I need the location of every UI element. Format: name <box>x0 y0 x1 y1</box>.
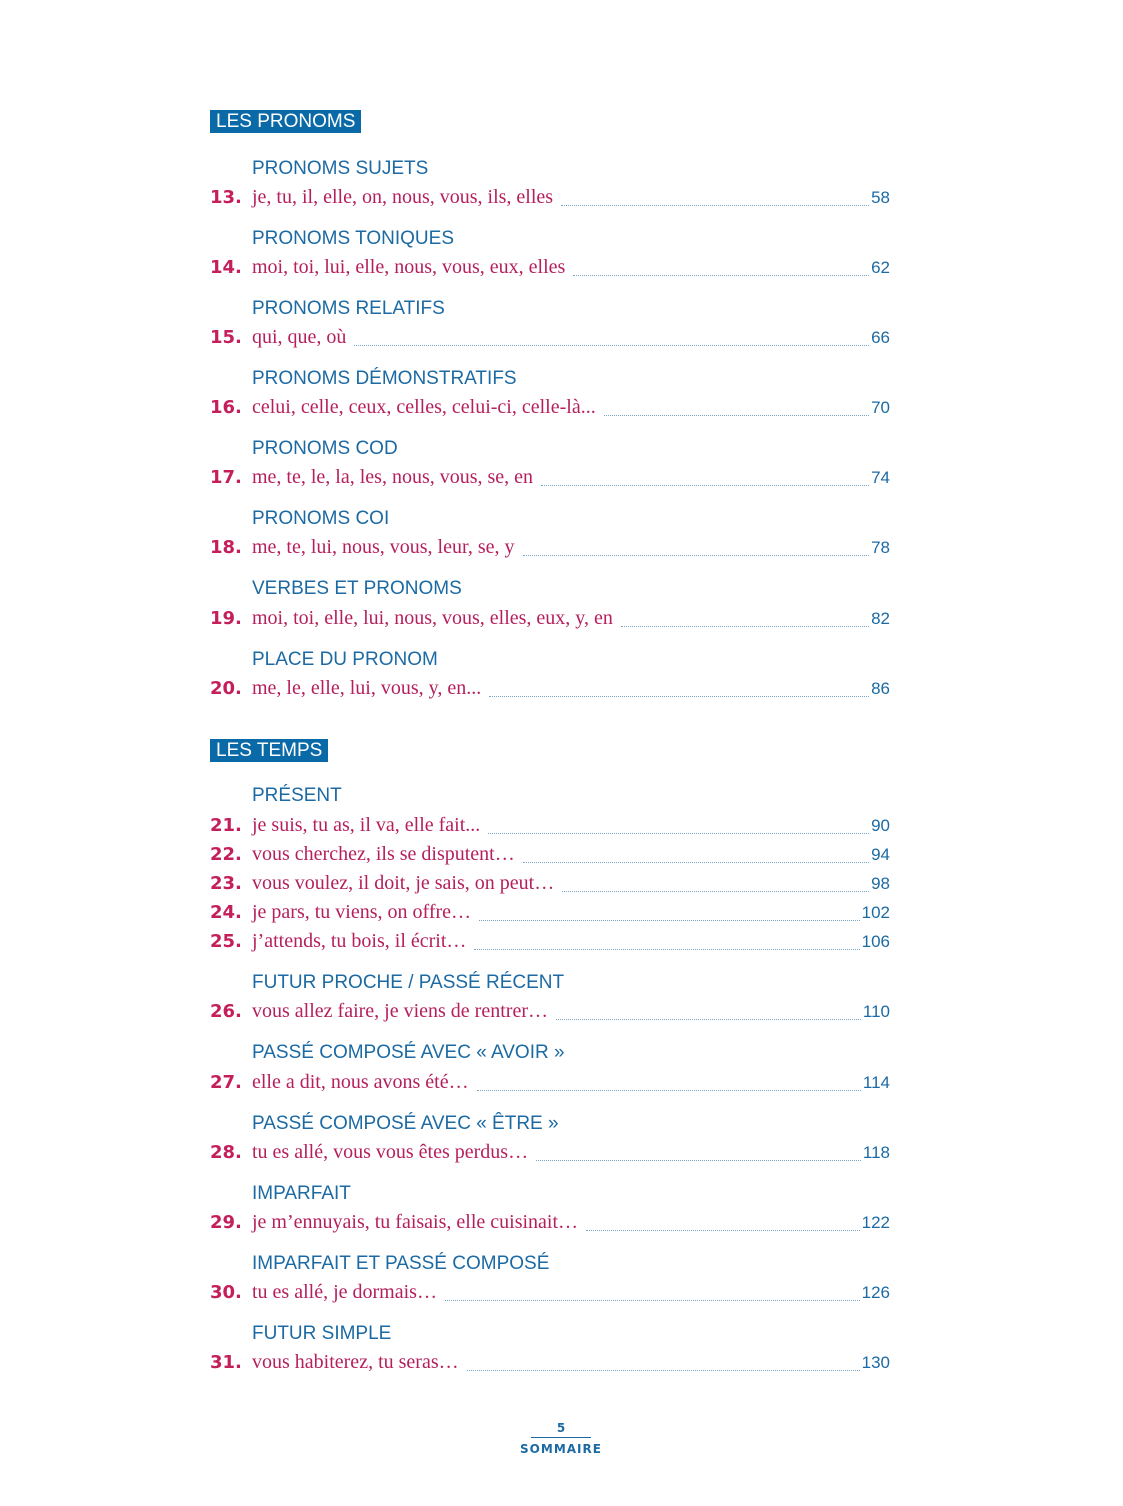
subhead: PLACE DU PRONOM <box>252 649 438 670</box>
subhead: PRÉSENT <box>252 785 342 806</box>
entry-page: 62 <box>871 258 890 277</box>
dot-leader <box>536 1159 861 1161</box>
entry-page: 106 <box>861 932 890 951</box>
toc-entry[interactable] <box>210 1211 890 1235</box>
dot-leader <box>604 414 869 416</box>
entry-page: 118 <box>862 1143 890 1162</box>
entry-number: 21. <box>210 815 242 836</box>
entry-number: 16. <box>210 397 242 418</box>
entry-title: vous allez faire, je viens de rentrer… <box>252 1000 548 1022</box>
entry-number: 13. <box>210 187 242 208</box>
page-number: 5 <box>556 1421 566 1435</box>
entry-title: moi, toi, elle, lui, nous, vous, elles, eux, y, en <box>252 607 613 629</box>
entry-page: 82 <box>871 609 890 628</box>
entry-number: 17. <box>210 467 242 488</box>
subhead: IMPARFAIT <box>252 1183 351 1204</box>
toc-entry[interactable] <box>210 1351 890 1375</box>
page-footer <box>520 1420 602 1456</box>
section-header-les-pronoms: LES PRONOMS <box>210 110 361 133</box>
subhead: PRONOMS DÉMONSTRATIFS <box>252 368 517 389</box>
subhead: PRONOMS COD <box>252 438 398 459</box>
entry-number: 29. <box>210 1212 242 1233</box>
entry-title: je pars, tu viens, on offre… <box>252 901 472 923</box>
subhead: PRONOMS COI <box>252 508 390 529</box>
subhead: PASSÉ COMPOSÉ AVEC « AVOIR » <box>252 1042 565 1063</box>
entry-number: 23. <box>210 873 242 894</box>
entry-title: je suis, tu as, il va, elle fait... <box>252 814 481 836</box>
entry-title: vous habiterez, tu seras… <box>252 1351 459 1373</box>
entry-number: 19. <box>210 608 242 629</box>
entry-title: elle a dit, nous avons été… <box>252 1071 469 1093</box>
dot-leader <box>489 695 869 697</box>
dot-leader <box>562 890 869 892</box>
entry-number: 26. <box>210 1001 242 1022</box>
toc-entry[interactable] <box>210 466 890 490</box>
toc-entry[interactable] <box>210 677 890 701</box>
entry-number: 22. <box>210 844 242 865</box>
dot-leader <box>556 1018 861 1020</box>
entry-title: me, te, lui, nous, vous, leur, se, y <box>252 536 515 558</box>
entry-page: 74 <box>871 468 890 487</box>
toc-entry[interactable] <box>210 901 890 925</box>
dot-leader <box>477 1089 861 1091</box>
entry-title: je, tu, il, elle, on, nous, vous, ils, elles <box>252 186 554 208</box>
toc-entry[interactable] <box>210 843 890 867</box>
dot-leader <box>523 861 869 863</box>
entry-title: qui, que, où <box>252 326 347 348</box>
entry-page: 126 <box>861 1283 890 1302</box>
entry-number: 30. <box>210 1282 242 1303</box>
toc-entry[interactable] <box>210 256 890 280</box>
entry-number: 18. <box>210 537 242 558</box>
entry-title: celui, celle, ceux, celles, celui-ci, celle-là... <box>252 396 596 418</box>
toc-entry[interactable] <box>210 1281 890 1305</box>
subhead: IMPARFAIT ET PASSÉ COMPOSÉ <box>252 1253 550 1274</box>
subhead: VERBES ET PRONOMS <box>252 578 462 599</box>
entry-title: vous voulez, il doit, je sais, on peut… <box>252 872 555 894</box>
toc-entry[interactable] <box>210 872 890 896</box>
toc-entry[interactable] <box>210 1071 890 1095</box>
dot-leader <box>523 554 870 556</box>
entry-title: tu es allé, je dormais… <box>252 1281 437 1303</box>
entry-page: 70 <box>871 398 890 417</box>
entry-number: 24. <box>210 902 242 923</box>
entry-title: moi, toi, lui, elle, nous, vous, eux, elles <box>252 256 566 278</box>
entry-title: j’attends, tu bois, il écrit… <box>252 930 467 952</box>
toc-entry[interactable] <box>210 326 890 350</box>
entry-page: 94 <box>871 845 890 864</box>
dot-leader <box>573 274 869 276</box>
entry-page: 78 <box>871 538 890 557</box>
entry-title: vous cherchez, ils se disputent… <box>252 843 515 865</box>
dot-leader <box>479 919 860 921</box>
dot-leader <box>445 1299 860 1301</box>
entry-number: 20. <box>210 678 242 699</box>
entry-page: 98 <box>871 874 890 893</box>
entry-page: 114 <box>862 1073 890 1092</box>
toc-entry[interactable] <box>210 1141 890 1165</box>
footer-rule <box>531 1437 591 1438</box>
subhead: PRONOMS SUJETS <box>252 158 429 179</box>
dot-leader <box>488 832 869 834</box>
entry-page: 86 <box>871 679 890 698</box>
toc-entry[interactable] <box>210 396 890 420</box>
entry-title: je m’ennuyais, tu faisais, elle cuisinait… <box>252 1211 579 1233</box>
toc-entry[interactable] <box>210 814 890 838</box>
entry-page: 110 <box>862 1002 890 1021</box>
dot-leader <box>621 625 869 627</box>
entry-page: 90 <box>871 816 890 835</box>
entry-number: 27. <box>210 1072 242 1093</box>
dot-leader <box>541 484 869 486</box>
entry-title: me, te, le, la, les, nous, vous, se, en <box>252 466 534 488</box>
dot-leader <box>474 948 859 950</box>
subhead: PRONOMS TONIQUES <box>252 228 454 249</box>
entry-title: tu es allé, vous vous êtes perdus… <box>252 1141 529 1163</box>
entry-number: 14. <box>210 257 242 278</box>
dot-leader <box>467 1369 860 1371</box>
entry-number: 31. <box>210 1352 242 1373</box>
entry-page: 66 <box>871 328 890 347</box>
toc-entry[interactable] <box>210 607 890 631</box>
entry-number: 15. <box>210 327 242 348</box>
dot-leader <box>354 344 869 346</box>
subhead: FUTUR SIMPLE <box>252 1323 392 1344</box>
toc-entry[interactable] <box>210 536 890 560</box>
entry-number: 28. <box>210 1142 242 1163</box>
toc-entry[interactable] <box>210 1000 890 1024</box>
entry-page: 130 <box>861 1353 890 1372</box>
subhead: FUTUR PROCHE / PASSÉ RÉCENT <box>252 972 565 993</box>
dot-leader <box>561 204 869 206</box>
subhead: PRONOMS RELATIFS <box>252 298 445 319</box>
section-header-les-temps: LES TEMPS <box>210 739 328 762</box>
footer-label: SOMMAIRE <box>520 1442 602 1456</box>
entry-page: 58 <box>871 188 890 207</box>
entry-page: 122 <box>861 1213 890 1232</box>
toc-entry[interactable] <box>210 930 890 954</box>
entry-page: 102 <box>861 903 890 922</box>
toc-entry[interactable] <box>210 186 890 210</box>
entry-title: me, le, elle, lui, vous, y, en... <box>252 677 482 699</box>
subhead: PASSÉ COMPOSÉ AVEC « ÊTRE » <box>252 1113 559 1134</box>
dot-leader <box>586 1229 860 1231</box>
entry-number: 25. <box>210 931 242 952</box>
